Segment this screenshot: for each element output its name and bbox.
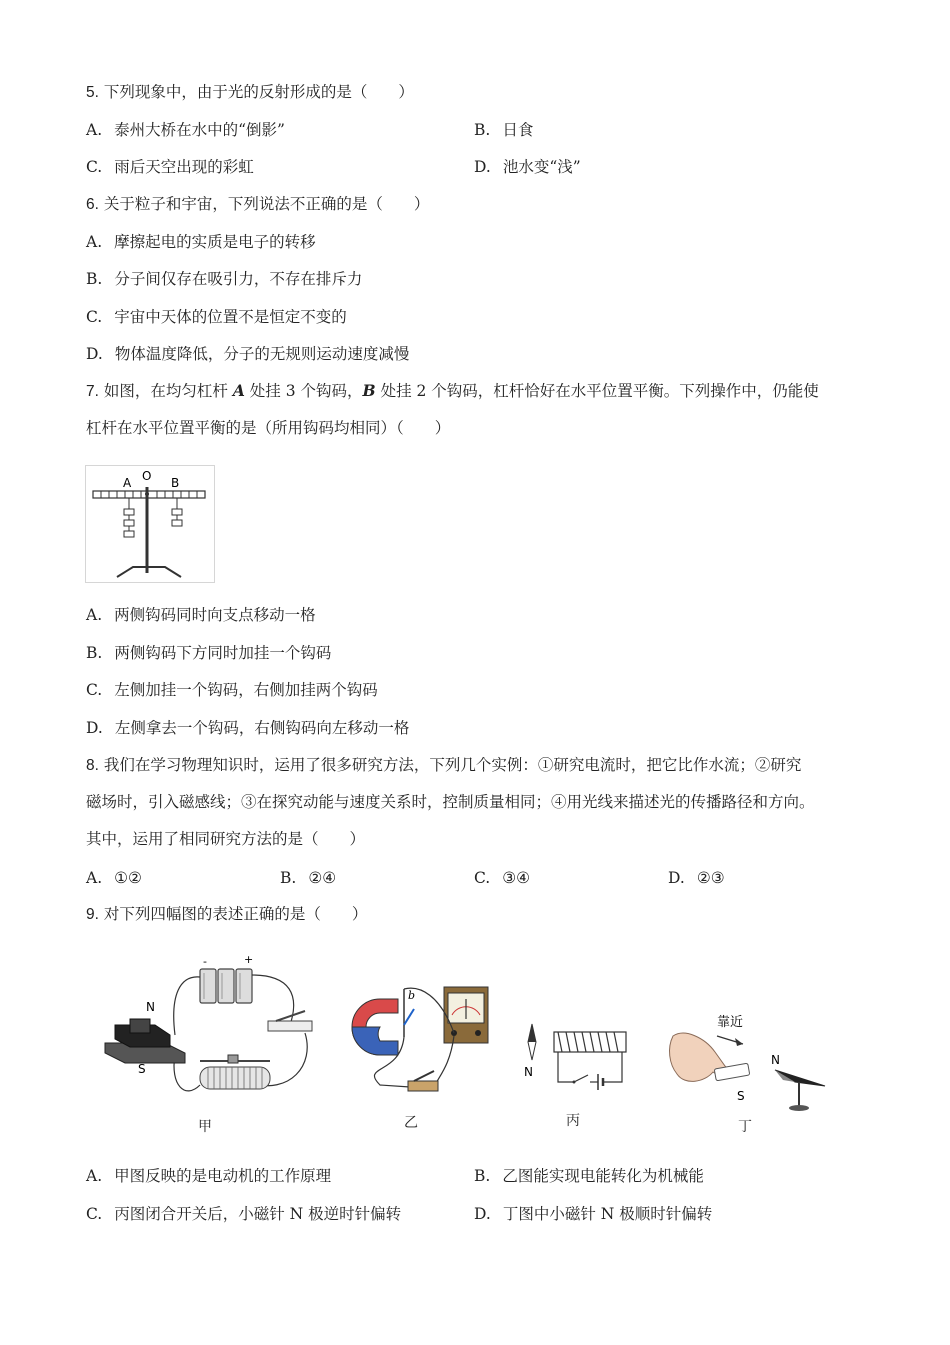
lever-label-b: B [171, 476, 180, 490]
q8-option-b: B. ②④ [280, 869, 337, 887]
yi-label-b: b [408, 989, 416, 1002]
q8-option-a: A. ①② [86, 869, 142, 887]
q9-stem: 9. 对下列四幅图的表述正确的是（ ） [86, 905, 368, 923]
battery-plus: + [244, 955, 254, 966]
caption-yi: 乙 [404, 1115, 418, 1131]
q8-option-c: C. ③④ [474, 869, 531, 887]
q8-stem-line2: 磁场时，引入磁感线；③在探究动能与速度关系时，控制质量相同；④用光线来描述光的传播路径和方向。 [86, 793, 815, 811]
q9-option-c: C. 丙图闭合开关后，小磁针 N 极逆时针偏转 [86, 1205, 402, 1223]
ding-label-s: S [737, 1089, 745, 1103]
q6-option-a: A. 摩擦起电的实质是电子的转移 [86, 233, 316, 251]
q5-option-b: B. 日食 [474, 121, 534, 139]
q8-stem-line3: 其中，运用了相同研究方法的是（ ） [86, 830, 366, 848]
caption-jia: 甲 [198, 1119, 212, 1135]
figure-ding [665, 1008, 835, 1118]
q6-number: 6. [86, 196, 99, 213]
q7-option-d: D. 左侧拿去一个钩码，右侧钩码向左移动一格 [86, 719, 410, 737]
q6-text: 关于粒子和宇宙，下列说法不正确的是（ ） [103, 195, 430, 213]
q5-number: 5. [86, 84, 99, 101]
q5-option-d: D. 池水变“浅” [474, 158, 581, 176]
q6-option-b: B. 分子间仅存在吸引力，不存在排斥力 [86, 270, 363, 288]
caption-bing: 丙 [566, 1113, 580, 1129]
q5-text: 下列现象中，由于光的反射形成的是（ ） [103, 83, 414, 101]
q7-stem-line2: 杠杆在水平位置平衡的是（所用钩码均相同）（ ） [86, 419, 451, 437]
lever-figure [85, 465, 215, 583]
q7-option-c: C. 左侧加挂一个钩码，右侧加挂两个钩码 [86, 681, 378, 699]
q7-stem-line1: 7. 如图，在均匀杠杆 A 处挂 3 个钩码，B 处挂 2 个钩码，杠杆恰好在水平位置平衡。下列操作中，仍能使 [86, 381, 819, 400]
lever-label-o: O [142, 469, 152, 483]
ding-label-n: N [771, 1053, 780, 1067]
q7-number: 7. [86, 383, 99, 400]
q8-option-d: D. ②③ [668, 869, 725, 887]
figure-yi [340, 985, 500, 1100]
q7-var-a: A [232, 381, 245, 400]
q8-number: 8. [86, 757, 99, 774]
lever-label-a: A [123, 476, 132, 490]
q7-option-a: A. 两侧钩码同时向支点移动一格 [86, 606, 316, 624]
q5-stem [86, 82, 414, 103]
jia-label-n: N [146, 1000, 155, 1014]
figure-jia [100, 955, 325, 1115]
q7-option-b: B. 两侧钩码下方同时加挂一个钩码 [86, 644, 332, 662]
q7-var-b: B [362, 381, 376, 400]
q9-option-d: D. 丁图中小磁针 N 极顺时针偏转 [474, 1205, 713, 1223]
q5-option-c: C. 雨后天空出现的彩虹 [86, 158, 254, 176]
q6-option-d: D. 物体温度降低，分子的无规则运动速度减慢 [86, 345, 410, 363]
q5-option-a: A. 泰州大桥在水中的“倒影” [86, 121, 285, 139]
q9-option-b: B. 乙图能实现电能转化为机械能 [474, 1167, 704, 1185]
figure-bing [520, 1020, 635, 1105]
caption-ding: 丁 [738, 1119, 752, 1135]
ding-label-kaojin: 靠近 [717, 1015, 744, 1030]
jia-label-s: S [138, 1062, 146, 1076]
battery-minus: - [203, 955, 207, 968]
q6-option-c: C. 宇宙中天体的位置不是恒定不变的 [86, 308, 347, 326]
q9-number: 9. [86, 906, 99, 923]
bing-label-n: N [524, 1065, 533, 1079]
q8-stem-line1: 8. 我们在学习物理知识时，运用了很多研究方法，下列几个实例：①研究电流时，把它比作水流；②研究 [86, 756, 802, 774]
q9-option-a: A. 甲图反映的是电动机的工作原理 [86, 1167, 332, 1185]
q6-stem [86, 194, 429, 215]
